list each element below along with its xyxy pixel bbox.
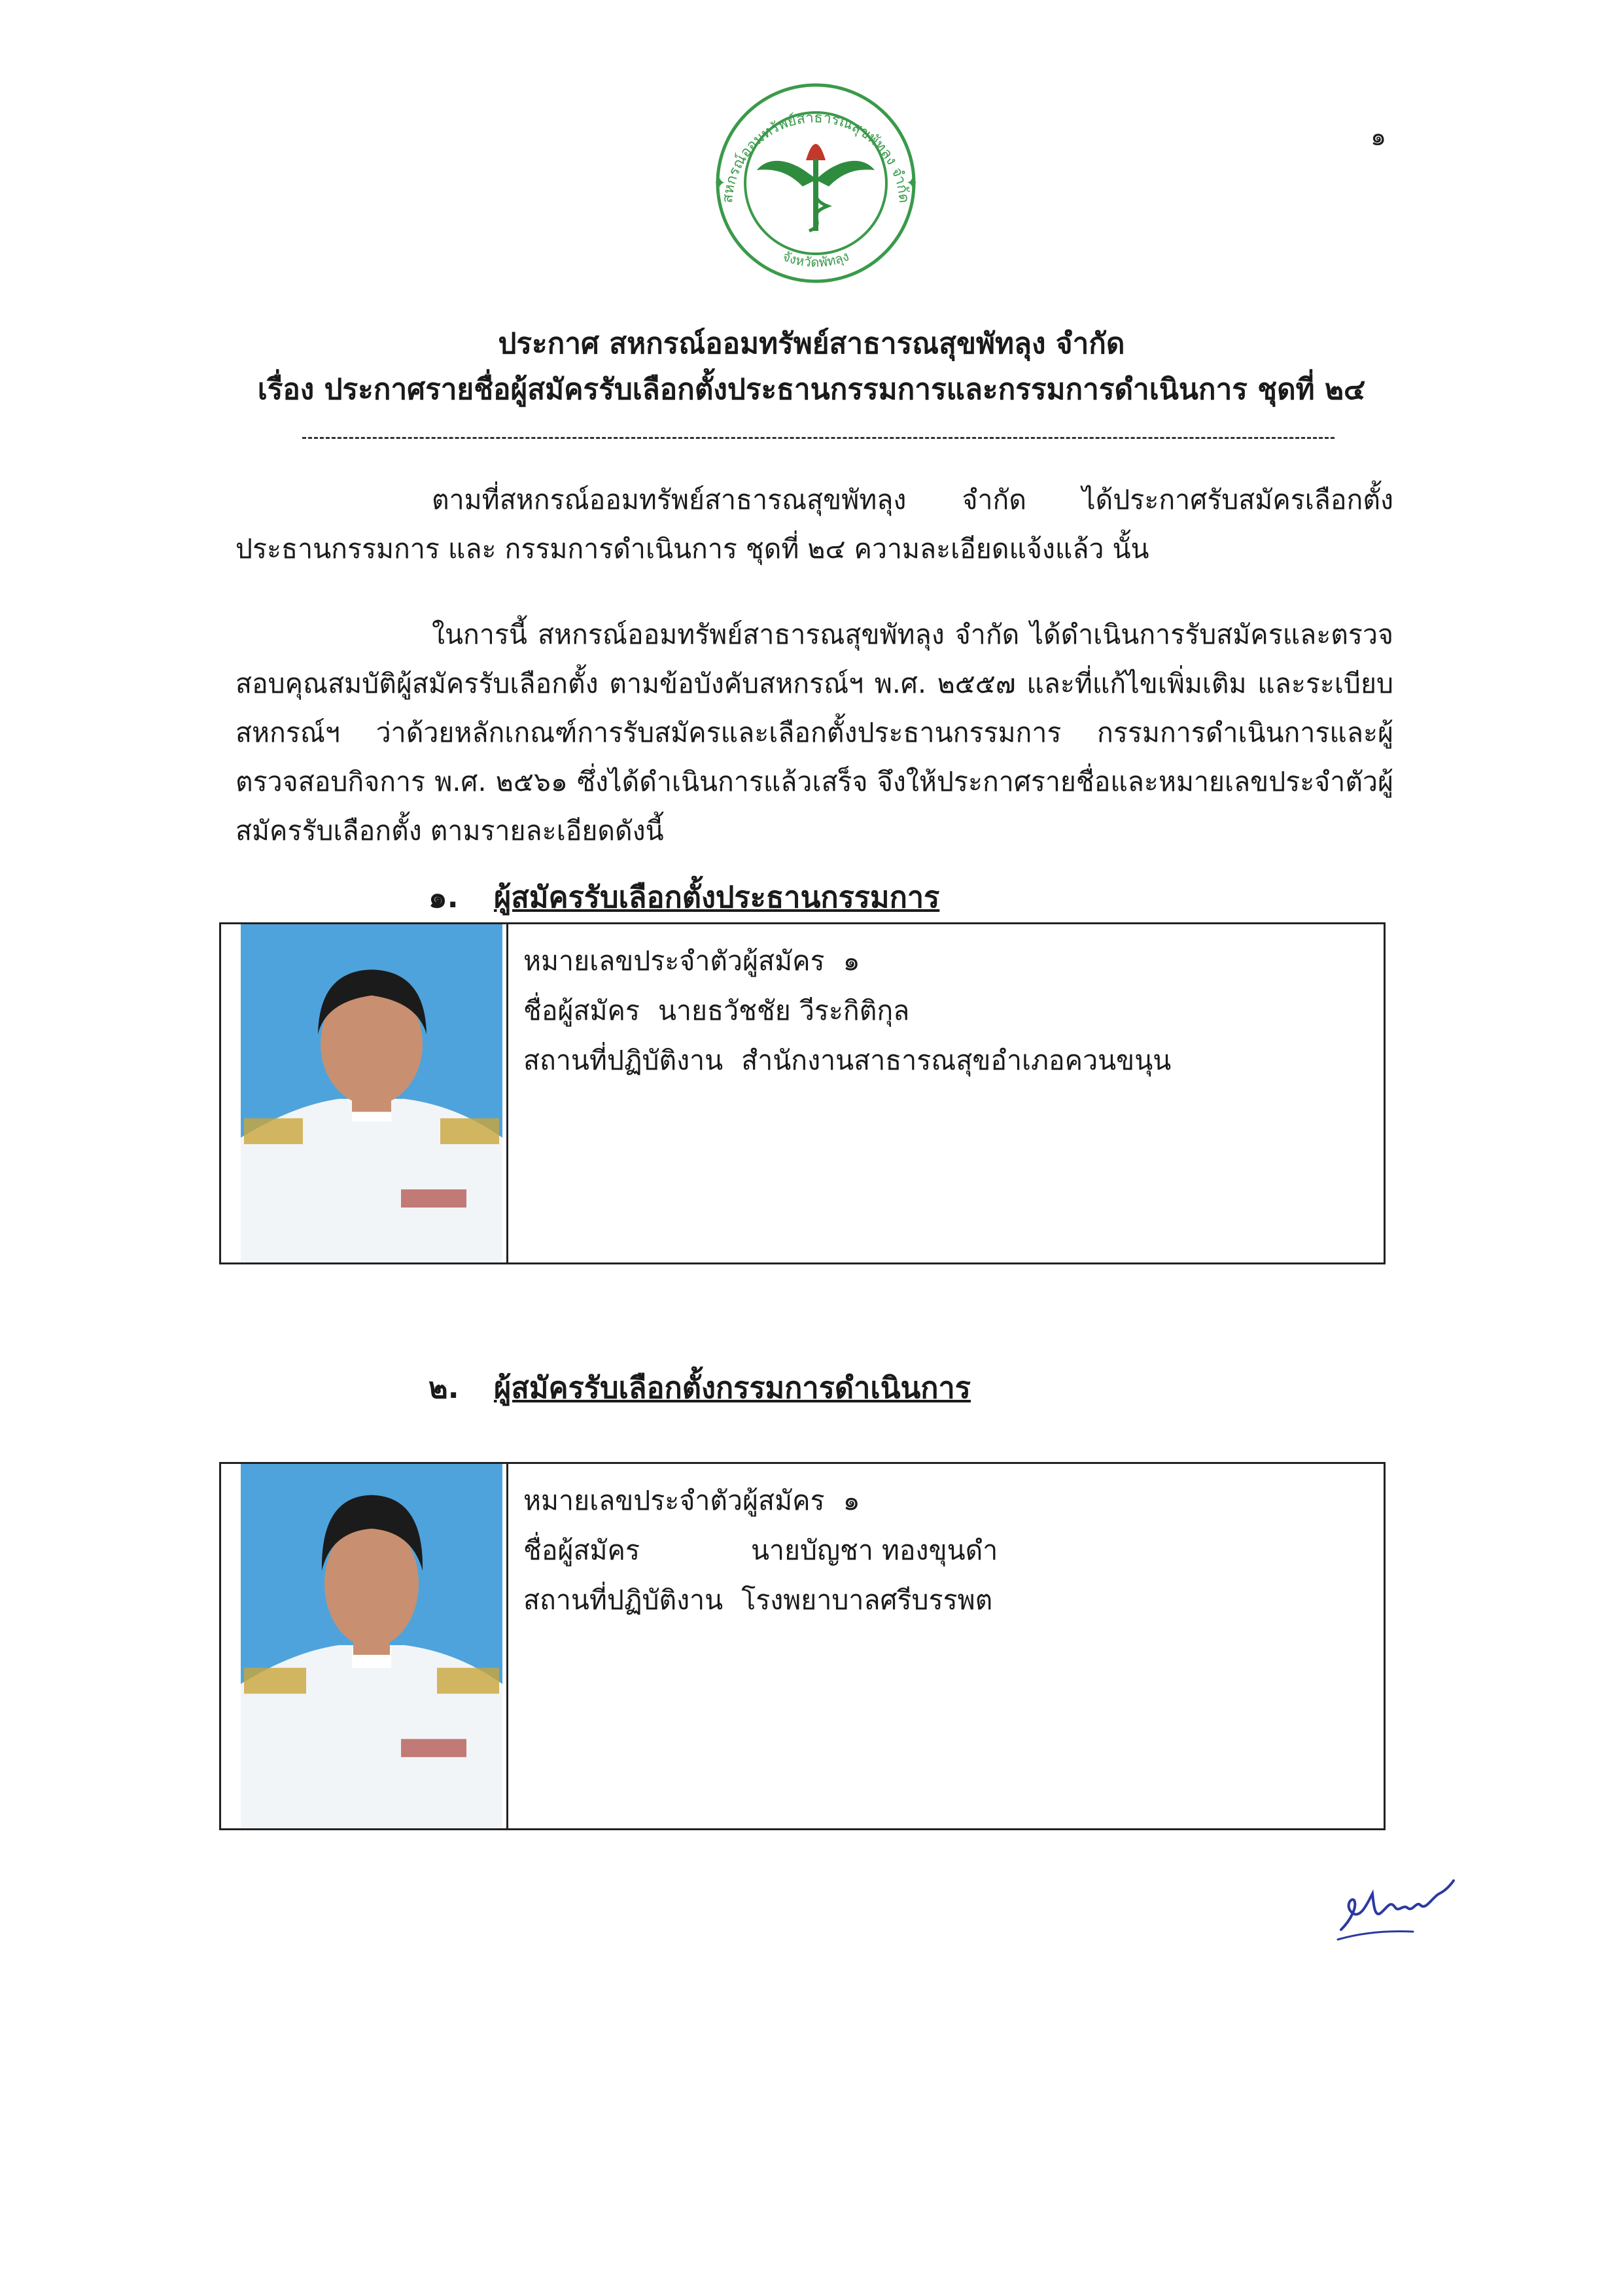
announcement-subject: เรื่อง ประกาศรายชื่อผู้สมัครรับเลือกตั้งประธานกรรมการและกรรมการดำเนินการ ชุดที่ ๒๔ xyxy=(257,373,1366,406)
section-title: ผู้สมัครรับเลือกตั้งกรรมการดำเนินการ xyxy=(494,1370,971,1405)
candidate-photo xyxy=(241,1464,502,1828)
body-paragraph-2: ในการนี้ สหกรณ์ออมทรัพย์สาธารณสุขพัทลุง จำกัด ได้ดำเนินการรับสมัครและตรวจสอบคุณสมบัติผู้สมัครรับเลือกตั้ง ตามข้อบังคับสหกรณ์ฯ พ.ศ. ๒๕๕๗ และที่แก้ไขเพิ่มเติม และระเบียบสหกรณ์ฯ ว่าด้วยหลักเกณฑ์การรับสมัครและเลือกตั้งประธานกรรมการ กรรมการดำเนินการและผู้ตรวจสอบกิจการ พ.ศ. ๒๕๖๑ ซึ่งได้ดำเนินการแล้วเสร็จ จึงให้ประกาศรายชื่อและหมายเลขประจำตัวผู้สมัครรับเลือกตั้ง ตามรายละเอียดดังนี้ xyxy=(236,619,1393,846)
candidate-name-label: ชื่อผู้สมัคร xyxy=(523,995,640,1026)
candidate-workplace-line xyxy=(523,1575,998,1625)
candidate-name-line xyxy=(523,986,1171,1035)
dashed-divider xyxy=(302,437,1335,439)
candidate-id-line xyxy=(523,1476,998,1525)
section-2-heading xyxy=(428,1364,971,1411)
seal-star-left: ✦ xyxy=(714,175,726,192)
candidate-workplace-label: สถานที่ปฏิบัติงาน xyxy=(523,1584,724,1616)
section-1-heading xyxy=(428,873,939,920)
medal-ribbons xyxy=(401,1189,466,1208)
candidate-workplace-line xyxy=(523,1035,1171,1085)
candidate-id-label: หมายเลขประจำตัวผู้สมัคร xyxy=(523,1485,825,1516)
epaulette-right xyxy=(440,1119,499,1145)
section-title: ผู้สมัครรับเลือกตั้งประธานกรรมการ xyxy=(494,880,940,914)
card-divider xyxy=(506,1464,508,1828)
candidate-workplace-label: สถานที่ปฏิบัติงาน xyxy=(523,1045,724,1076)
candidate-info xyxy=(523,1476,998,1625)
candidate-name-line xyxy=(523,1525,998,1575)
seal-ring-text: สหกรณ์ออมทรัพย์สาธารณสุขพัทลุง จำกัด xyxy=(719,109,913,204)
section-number: ๒. xyxy=(428,1370,459,1405)
candidate-info xyxy=(523,936,1171,1085)
candidate-name-value: นายธวัชชัย วีระกิติกุล xyxy=(657,995,910,1026)
medal-ribbons xyxy=(401,1739,466,1757)
candidate-id-label: หมายเลขประจำตัวผู้สมัคร xyxy=(523,945,825,977)
section-number: ๑. xyxy=(428,880,459,914)
epaulette-left xyxy=(244,1119,303,1145)
winged-caduceus-icon xyxy=(757,144,875,231)
candidate-card-1 xyxy=(219,922,1386,1264)
epaulette-left xyxy=(244,1668,306,1694)
candidate-name-label: ชื่อผู้สมัคร xyxy=(523,1535,640,1566)
seal-bottom-text: จังหวัดพัทลุง xyxy=(780,248,852,270)
candidate-card-2 xyxy=(219,1462,1386,1830)
candidate-id-value: ๑ xyxy=(843,1485,860,1516)
candidate-id-value: ๑ xyxy=(843,945,860,977)
body-paragraph-1: ตามที่สหกรณ์ออมทรัพย์สาธารณสุขพัทลุง จำกัด ได้ประกาศรับสมัครเลือกตั้งประธานกรรมการ และ กรรมการดำเนินการ ชุดที่ ๒๔ ความละเอียดแจ้งแล้ว นั้น xyxy=(236,484,1393,565)
seal-star-right: ✦ xyxy=(906,175,918,192)
candidate-workplace-value: โรงพยาบาลศรีบรรพต xyxy=(741,1584,993,1616)
announcement-title: ประกาศ สหกรณ์ออมทรัพย์สาธารณสุขพัทลุง จำกัด xyxy=(498,327,1125,360)
cooperative-seal-logo xyxy=(698,82,934,285)
candidate-workplace-value: สำนักงานสาธารณสุขอำเภอควนขนุน xyxy=(741,1045,1172,1076)
candidate-photo xyxy=(241,924,502,1262)
epaulette-right xyxy=(437,1668,499,1694)
candidate-name-value: นายบัญชา ทองขุนดำ xyxy=(750,1535,998,1566)
page-number: ๑ xyxy=(1370,122,1387,151)
card-divider xyxy=(506,924,508,1262)
candidate-id-line xyxy=(523,936,1171,986)
handwritten-signature xyxy=(1335,1868,1459,1946)
